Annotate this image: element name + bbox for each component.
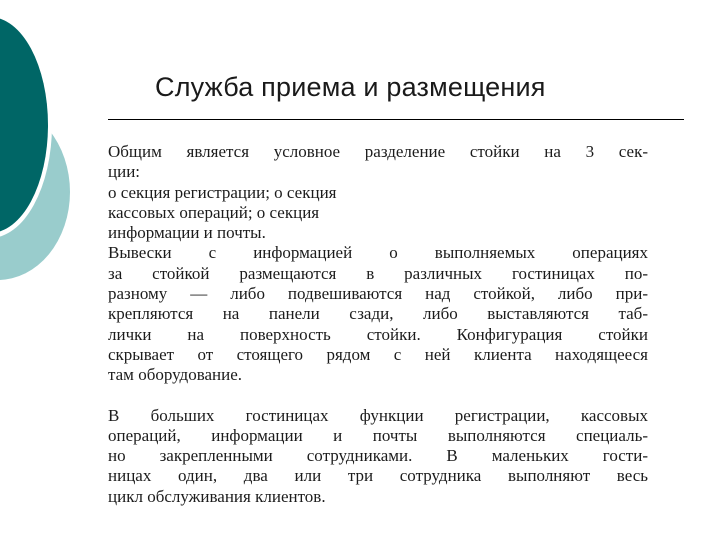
text-line: операций, информации и почты выполняются специаль- [108,425,648,445]
slide-body [108,142,648,507]
text-line: о секция регистрации; о секция [108,182,337,202]
paragraph-staffing [108,406,648,507]
text-line: скрывает от стоящего рядом с ней клиента находящееся [108,344,648,364]
text-line: В больших гостиницах функции регистрации, кассовых [108,405,648,425]
slide-title: Служба приема и размещения [155,72,546,102]
paragraph-sections [108,142,648,243]
text-line: но закрепленными сотрудниками. В маленьких гости- [108,446,648,466]
paragraph-gap [108,386,648,406]
text-line: цикл обслуживания клиентов. [108,486,326,506]
text-line: Общим является условное разделение стойки на 3 сек- [108,142,648,161]
text-line: кассовых операций; о секция [108,202,320,222]
text-line: лички на поверхность стойки. Конфигурация стойки [108,324,648,344]
paragraph-signage [108,243,648,385]
text-line: ции: [108,162,141,182]
text-line: там оборудование. [108,365,243,385]
text-line: за стойкой размещаются в различных гостиницах по- [108,263,648,283]
title-divider [108,119,684,120]
text-line: крепляются на панели сзади, либо выставляются таб- [108,304,648,324]
decorative-circles [0,0,120,300]
text-line: информации и почты. [108,223,266,243]
text-line: разному — либо подвешиваются над стойкой, либо при- [108,284,648,304]
text-line: ницах один, два или три сотрудника выполняют весь [108,466,648,486]
text-line: Вывески с информацией о выполняемых операциях [108,243,648,263]
